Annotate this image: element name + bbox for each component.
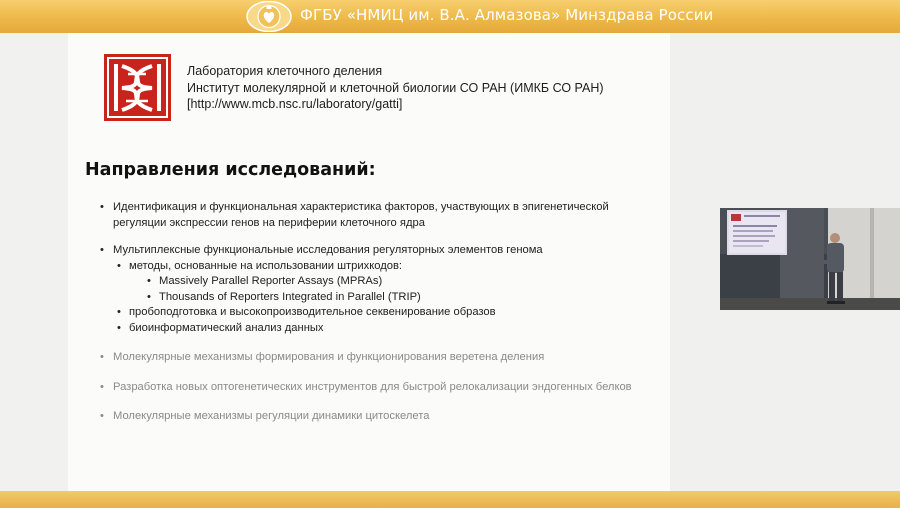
presenter-scene-image xyxy=(720,208,900,310)
sub-list-item: • биоинформатический анализ данных xyxy=(117,321,660,337)
list-item: • Мультиплексные функциональные исследования регуляторных элементов генома xyxy=(100,243,660,259)
dna-emblem-icon xyxy=(104,54,171,121)
sub-sub-list-item: • Thousands of Reporters Integrated in Parallel (TRIP) xyxy=(147,290,660,306)
list-item: • Разработка новых оптогенетических инструментов для быстрой релокализации эндогенных белков xyxy=(100,380,660,396)
bottom-strip xyxy=(0,491,900,508)
lab-url: [http://www.mcb.nsc.ru/laboratory/gatti] xyxy=(187,97,403,111)
top-banner xyxy=(0,0,900,33)
presenter-video[interactable] xyxy=(720,208,900,310)
sub-list-item: • пробоподготовка и высокопроизводительное секвенирование образов xyxy=(117,305,660,321)
banner-title: ФГБУ «НМИЦ им. В.А. Алмазова» Минздрава России xyxy=(300,6,714,24)
list-item: • Молекулярные механизмы формирования и функционирования веретена деления xyxy=(100,350,660,366)
lab-info xyxy=(187,63,604,113)
list-item: • Идентификация и функциональная характеристика факторов, участвующих в эпигенетической регуляции экспрессии генов на периферии клеточного ядра xyxy=(100,200,660,231)
lab-institute: Институт молекулярной и клеточной биологии СО РАН (ИМКБ СО РАН) xyxy=(187,80,604,95)
sub-list-item: • методы, основанные на использовании штрихкодов: xyxy=(117,259,660,275)
heart-emblem-icon xyxy=(246,1,292,32)
list-item: • Молекулярные механизмы регуляции динамики цитоскелета xyxy=(100,409,660,425)
sub-sub-list-item: • Massively Parallel Reporter Assays (MPRAs) xyxy=(147,274,660,290)
section-title: Направления исследований: xyxy=(85,160,376,180)
research-list xyxy=(100,200,660,425)
lab-name: Лаборатория клеточного деления xyxy=(187,64,383,78)
